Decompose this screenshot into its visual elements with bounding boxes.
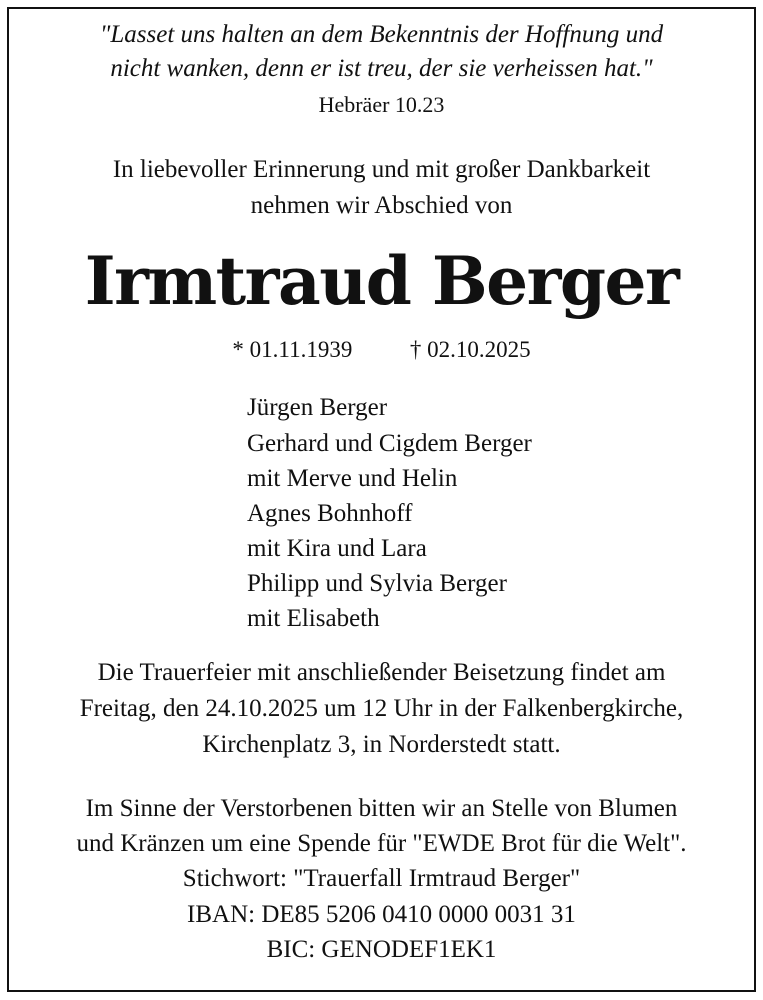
service-line-2: Freitag, den 24.10.2025 um 12 Uhr in der Falkenbergkirche,: [79, 695, 684, 722]
donation-line-2: und Kränzen um eine Spende für "EWDE Brot für die Welt".: [76, 830, 687, 857]
bible-verse-line-2: nicht wanken, denn er ist treu, der sie verheissen hat.": [110, 55, 653, 82]
death-date: † 02.10.2025: [409, 337, 531, 362]
life-dates: [0, 337, 763, 363]
intro-line-2: nehmen wir Abschied von: [250, 192, 513, 219]
intro-line-1: In liebevoller Erinnerung und mit großer Dankbarkeit: [112, 156, 651, 183]
mourner-line: mit Merve und Helin: [247, 465, 458, 492]
mourner-line: mit Elisabeth: [247, 605, 380, 632]
mourner-line: Agnes Bohnhoff: [247, 500, 413, 527]
bible-verse-source: Hebräer 10.23: [318, 92, 445, 117]
service-line-1: Die Trauerfeier mit anschließender Beisetzung findet am: [97, 659, 666, 686]
donation-keyword: Stichwort: "Trauerfall Irmtraud Berger": [182, 865, 581, 892]
mourner-line: Philipp und Sylvia Berger: [247, 570, 507, 597]
mourner-line: Jürgen Berger: [247, 394, 388, 421]
donation-bic: BIC: GENODEF1EK1: [266, 936, 497, 963]
mourner-line: mit Kira und Lara: [247, 535, 427, 562]
service-line-3: Kirchenplatz 3, in Norderstedt statt.: [202, 731, 561, 758]
deceased-name: Irmtraud Berger: [84, 242, 679, 320]
donation-line-1: Im Sinne der Verstorbenen bitten wir an Stelle von Blumen: [85, 795, 678, 822]
birth-date: * 01.11.1939: [232, 337, 353, 362]
donation-iban: IBAN: DE85 5206 0410 0000 0031 31: [187, 901, 576, 928]
bible-verse-line-1: "Lasset uns halten an dem Bekenntnis der Hoffnung und: [99, 21, 664, 48]
mourner-line: Gerhard und Cigdem Berger: [247, 430, 532, 457]
